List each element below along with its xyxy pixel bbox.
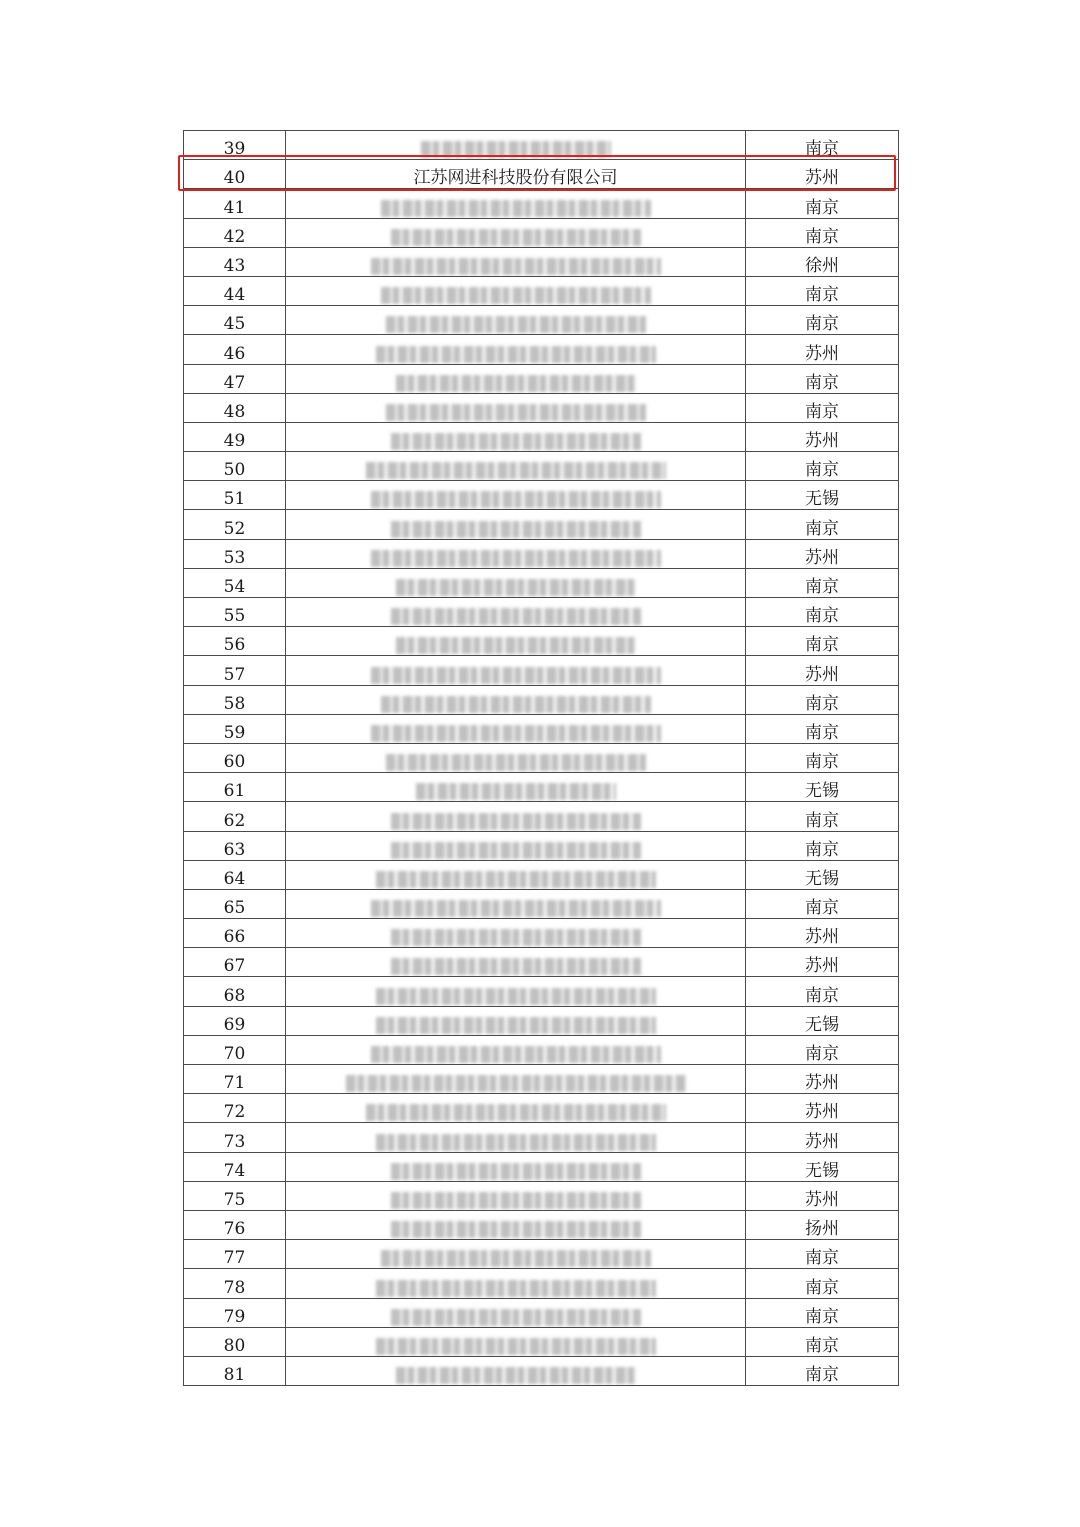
company-name-cell [286,598,746,627]
company-name-cell [286,1035,746,1064]
company-name-cell [286,131,746,160]
company-name-cell [286,773,746,802]
company-name-cell [286,276,746,305]
company-name-cell [286,948,746,977]
city-cell: 南京 [746,1327,899,1356]
table-row [184,1065,899,1094]
city-cell: 南京 [746,1298,899,1327]
company-name-cell [286,568,746,597]
table-row [184,131,899,160]
redacted-company-name [416,783,616,800]
row-number: 80 [184,1327,286,1356]
row-number: 68 [184,977,286,1006]
company-name-cell [286,656,746,685]
city-cell: 南京 [746,218,899,247]
row-number: 44 [184,276,286,305]
table-row [184,393,899,422]
row-number: 81 [184,1356,286,1385]
redacted-company-name [371,491,661,508]
company-name-cell [286,1269,746,1298]
row-number: 57 [184,656,286,685]
table-row [184,510,899,539]
redacted-company-name [381,200,651,217]
row-number: 43 [184,247,286,276]
redacted-company-name [391,813,641,830]
redacted-company-name [391,521,641,538]
city-cell: 南京 [746,452,899,481]
company-name-cell [286,714,746,743]
company-name-cell [286,1006,746,1035]
redacted-company-name [391,842,641,859]
table-row [184,1356,899,1385]
table-row [184,1006,899,1035]
row-number: 39 [184,131,286,160]
table-row [184,802,899,831]
redacted-company-name [346,1075,686,1092]
table-row [184,1240,899,1269]
row-number: 59 [184,714,286,743]
city-cell: 南京 [746,189,899,218]
table-row [184,160,899,189]
row-number: 47 [184,364,286,393]
company-name-cell [286,831,746,860]
table-row [184,977,899,1006]
company-name-cell [286,627,746,656]
city-cell: 苏州 [746,422,899,451]
redacted-company-name [381,696,651,713]
redacted-company-name [386,404,646,421]
company-name-cell [286,685,746,714]
city-cell: 苏州 [746,656,899,685]
city-cell: 无锡 [746,481,899,510]
table-row [184,860,899,889]
table-row [184,335,899,364]
redacted-company-name [391,1163,641,1180]
redacted-company-name [391,1192,641,1209]
table-row [184,714,899,743]
row-number: 48 [184,393,286,422]
table-row [184,627,899,656]
table-row [184,539,899,568]
company-name-cell [286,1152,746,1181]
city-cell: 南京 [746,393,899,422]
company-name: 江苏网进科技股份有限公司 [413,168,618,189]
redacted-company-name [371,725,661,742]
company-name-cell [286,860,746,889]
table-row [184,481,899,510]
row-number: 64 [184,860,286,889]
row-number: 53 [184,539,286,568]
redacted-company-name [391,229,641,246]
row-number: 46 [184,335,286,364]
redacted-company-name [391,1221,641,1238]
row-number: 56 [184,627,286,656]
row-number: 54 [184,568,286,597]
redacted-company-name [376,1338,656,1355]
table-row [184,685,899,714]
company-name-cell [286,189,746,218]
company-name-cell [286,1356,746,1385]
redacted-company-name [391,958,641,975]
company-name-cell [286,1210,746,1239]
redacted-company-name [391,608,641,625]
company-name-cell [286,452,746,481]
redacted-company-name [371,1046,661,1063]
table-row [184,656,899,685]
row-number: 51 [184,481,286,510]
city-cell: 苏州 [746,335,899,364]
company-name-cell [286,1181,746,1210]
table-row [184,247,899,276]
city-cell: 南京 [746,627,899,656]
redacted-company-name [421,141,611,158]
row-number: 70 [184,1035,286,1064]
city-cell: 南京 [746,568,899,597]
redacted-company-name [366,462,666,479]
redacted-company-name [376,988,656,1005]
row-number: 79 [184,1298,286,1327]
city-cell: 扬州 [746,1210,899,1239]
redacted-company-name [371,667,661,684]
redacted-company-name [376,1280,656,1297]
row-number: 69 [184,1006,286,1035]
table-row [184,1298,899,1327]
company-name-cell [286,218,746,247]
table-row [184,1327,899,1356]
table-row [184,831,899,860]
city-cell: 苏州 [746,160,899,189]
city-cell: 无锡 [746,1006,899,1035]
city-cell: 无锡 [746,1152,899,1181]
redacted-company-name [376,346,656,363]
city-cell: 南京 [746,685,899,714]
redacted-company-name [386,316,646,333]
redacted-company-name [371,900,661,917]
table-row [184,598,899,627]
redacted-company-name [376,1017,656,1034]
company-list-table [183,130,899,1386]
city-cell: 南京 [746,889,899,918]
row-number: 58 [184,685,286,714]
redacted-company-name [371,258,661,275]
table-row [184,1152,899,1181]
city-cell: 南京 [746,802,899,831]
company-name-cell [286,481,746,510]
city-cell: 南京 [746,714,899,743]
company-name-cell [286,364,746,393]
city-cell: 苏州 [746,1065,899,1094]
table-row [184,189,899,218]
city-cell: 南京 [746,743,899,772]
table-body [184,131,899,1386]
company-name-cell [286,510,746,539]
redacted-company-name [391,929,641,946]
row-number: 67 [184,948,286,977]
redacted-company-name [381,287,651,304]
city-cell: 无锡 [746,773,899,802]
table-row [184,1123,899,1152]
company-name-cell [286,160,746,189]
row-number: 65 [184,889,286,918]
row-number: 66 [184,919,286,948]
table-row [184,919,899,948]
city-cell: 苏州 [746,1123,899,1152]
table-row [184,1210,899,1239]
company-name-cell [286,1240,746,1269]
table-row [184,889,899,918]
row-number: 52 [184,510,286,539]
city-cell: 南京 [746,598,899,627]
table-row [184,218,899,247]
row-number: 50 [184,452,286,481]
company-name-cell [286,539,746,568]
city-cell: 南京 [746,1356,899,1385]
company-name-cell [286,743,746,772]
city-cell: 南京 [746,1269,899,1298]
table-row [184,773,899,802]
company-name-cell [286,1327,746,1356]
table-row [184,306,899,335]
redacted-company-name [376,871,656,888]
row-number: 49 [184,422,286,451]
table-row [184,743,899,772]
row-number: 76 [184,1210,286,1239]
company-name-cell [286,1065,746,1094]
city-cell: 南京 [746,1035,899,1064]
company-name-cell [286,422,746,451]
city-cell: 徐州 [746,247,899,276]
table-row [184,1094,899,1123]
company-name-cell [286,1094,746,1123]
city-cell: 南京 [746,364,899,393]
redacted-company-name [386,754,646,771]
row-number: 77 [184,1240,286,1269]
row-number: 45 [184,306,286,335]
row-number: 75 [184,1181,286,1210]
city-cell: 无锡 [746,860,899,889]
row-number: 73 [184,1123,286,1152]
city-cell: 苏州 [746,1181,899,1210]
row-number: 62 [184,802,286,831]
city-cell: 苏州 [746,539,899,568]
company-name-cell [286,919,746,948]
redacted-company-name [396,579,636,596]
company-name-cell [286,247,746,276]
table-row [184,276,899,305]
city-cell: 南京 [746,977,899,1006]
city-cell: 苏州 [746,919,899,948]
city-cell: 南京 [746,306,899,335]
redacted-company-name [396,375,636,392]
row-number: 72 [184,1094,286,1123]
redacted-company-name [396,637,636,654]
row-number: 61 [184,773,286,802]
redacted-company-name [376,1134,656,1151]
city-cell: 苏州 [746,948,899,977]
city-cell: 南京 [746,510,899,539]
city-cell: 南京 [746,1240,899,1269]
company-name-cell [286,1123,746,1152]
row-number: 78 [184,1269,286,1298]
city-cell: 南京 [746,831,899,860]
company-name-cell [286,977,746,1006]
row-number: 63 [184,831,286,860]
company-name-cell [286,335,746,364]
redacted-company-name [366,1104,666,1121]
redacted-company-name [381,1250,651,1267]
table-row [184,452,899,481]
row-number: 42 [184,218,286,247]
table-row [184,1269,899,1298]
redacted-company-name [391,1309,641,1326]
redacted-company-name [396,1367,636,1384]
row-number: 71 [184,1065,286,1094]
row-number: 41 [184,189,286,218]
row-number: 60 [184,743,286,772]
row-number: 40 [184,160,286,189]
company-name-cell [286,306,746,335]
row-number: 55 [184,598,286,627]
company-name-cell [286,802,746,831]
city-cell: 南京 [746,131,899,160]
table-row [184,1181,899,1210]
city-cell: 南京 [746,276,899,305]
company-name-cell [286,393,746,422]
table-row [184,422,899,451]
redacted-company-name [371,550,661,567]
table-row [184,948,899,977]
city-cell: 苏州 [746,1094,899,1123]
table-row [184,364,899,393]
row-number: 74 [184,1152,286,1181]
company-name-cell [286,1298,746,1327]
company-name-cell [286,889,746,918]
redacted-company-name [391,433,641,450]
table-row [184,1035,899,1064]
table-row [184,568,899,597]
